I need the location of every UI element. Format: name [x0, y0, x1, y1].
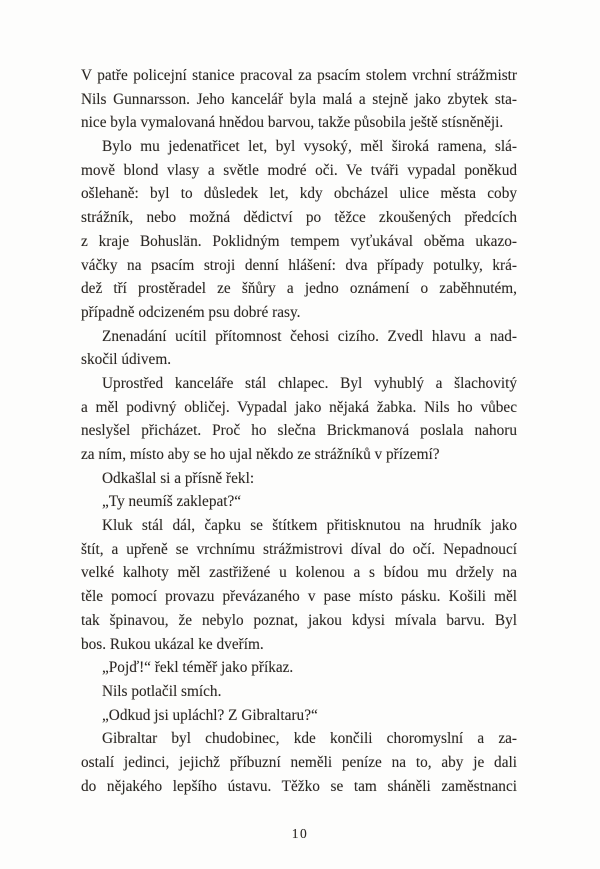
text-line: skočil údivem. — [81, 351, 172, 369]
text-line: bos. Rukou ukázal ke dveřím. — [81, 635, 264, 653]
text-line: velké kalhoty měl zastřižené u kolenou a s bídou mu držely na — [81, 564, 517, 582]
text-line: Kluk stál dál, čapku se štítkem přitisknutou na hrudník jako — [102, 517, 517, 535]
text-line: případně odcizeném psu dobré rasy. — [81, 303, 301, 321]
text-line: tak špinavou, že nebylo poznat, jakou kdysi mívala barvu. Byl — [81, 611, 517, 629]
text-line: Odkašlal si a přísně řekl: — [102, 469, 255, 487]
text-block — [81, 64, 517, 798]
page-number: 10 — [291, 826, 309, 841]
text-line: z kraje Bohuslän. Poklidným tempem vyťukával oběma ukazo- — [81, 232, 517, 250]
text-line: Nils Gunnarsson. Jeho kancelář byla malá a stejně jako zbytek sta- — [81, 90, 517, 108]
text-line: Gibraltar byl chudobinec, kde končili choromyslní a za- — [102, 730, 517, 748]
text-line: V patře policejní stanice pracoval za psacím stolem vrchní strážmistr — [81, 67, 517, 84]
text-line: a měl podivný obličej. Vypadal jako nějaká žabka. Nils ho vůbec — [81, 398, 517, 416]
text-line: strážník, nebo možná dědictví po těžce zkoušených předcích — [81, 209, 517, 227]
text-line: ošlehaně: byl to důsledek let, kdy obcházel ulice města coby — [81, 185, 517, 203]
text-line: do nějakého lepšího ústavu. Těžko se tam sháněli zaměstnanci — [81, 777, 517, 795]
text-line: Znenadání ucítil přítomnost čehosi cizího. Zvedl hlavu a nad- — [102, 327, 517, 345]
text-line: nice byla vymalovaná hnědou barvou, takže působila ještě stísněněji. — [81, 114, 504, 132]
text-line: neslyšel přicházet. Proč ho slečna Brickmanová poslala nahoru — [81, 422, 517, 440]
text-line: mově blond vlasy a světle modré oči. Ve tváři vypadal poněkud — [81, 161, 517, 179]
text-line: ostalí jedinci, jejichž příbuzní neměli peníze na to, aby je dali — [81, 753, 517, 771]
text-line: „Odkud jsi upláchl? Z Gibraltaru?“ — [102, 706, 318, 724]
text-line: Uprostřed kanceláře stál chlapec. Byl vyhublý a šlachovitý — [102, 374, 517, 392]
text-line: za ním, místo aby se ho ujal někdo ze strážníků v přízemí? — [81, 446, 440, 463]
text-line: štít, a upřeně se vrchnímu strážmistrovi díval do očí. Nepadnoucí — [81, 540, 517, 558]
text-line: Nils potlačil smích. — [102, 682, 222, 700]
text-line: „Pojď!“ řekl téměř jako příkaz. — [102, 659, 294, 677]
text-line: váčky na psacím stroji denní hlášení: dva případy potulky, krá- — [81, 256, 517, 274]
text-line: dež tří prostěradel ze šňůry a jedno oznámení o zaběhnutém, — [81, 280, 517, 298]
text-line: Bylo mu jedenatřicet let, byl vysoký, měl široká ramena, slá- — [102, 138, 517, 156]
text-line: „Ty neumíš zaklepat?“ — [102, 493, 242, 511]
text-line: těle pomocí provazu převázaného v pase místo pásku. Košili měl — [81, 588, 517, 606]
